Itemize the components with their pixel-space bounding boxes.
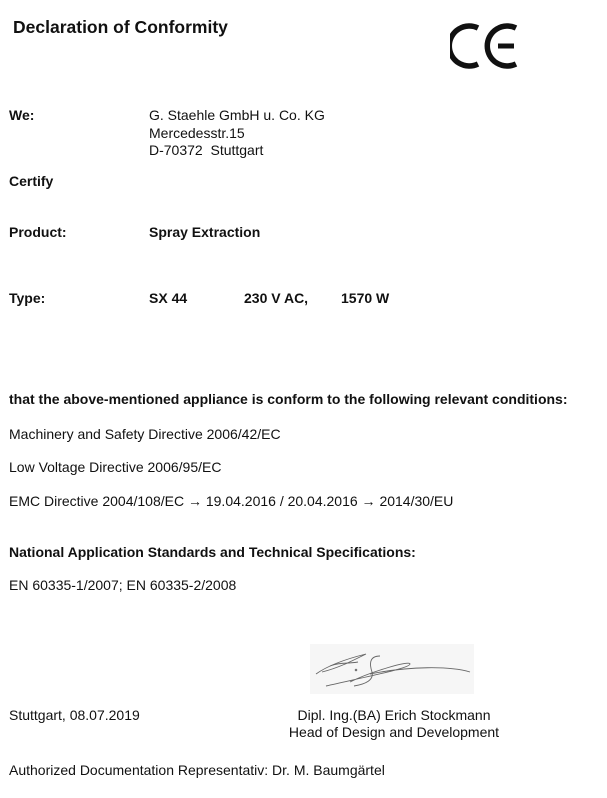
ce-mark-logo xyxy=(450,22,522,70)
product-value: Spray Extraction xyxy=(149,224,261,240)
authorized-representative: Authorized Documentation Representativ: Dr. M. Baumgärtel xyxy=(9,762,385,778)
type-voltage: 230 V AC, xyxy=(244,290,309,306)
signature-image xyxy=(310,644,474,694)
type-model: SX 44 xyxy=(149,290,188,306)
signatory-name: Dipl. Ing.(BA) Erich Stockmann xyxy=(297,707,491,723)
company-city: D-70372 Stuttgart xyxy=(149,142,264,158)
company-street: Mercedesstr.15 xyxy=(149,125,245,141)
certify-label: Certify xyxy=(9,173,54,189)
type-power: 1570 W xyxy=(341,290,390,306)
directive-item: EMC Directive 2004/108/EC → 19.04.2016 / 20.04.2016 → 2014/30/EU xyxy=(9,493,454,509)
company-name: G. Staehle GmbH u. Co. KG xyxy=(149,107,325,123)
signatory-role: Head of Design and Development xyxy=(288,724,500,740)
directive-item: Low Voltage Directive 2006/95/EC xyxy=(9,459,222,475)
standards-heading: National Application Standards and Technical Specifications: xyxy=(9,544,416,560)
place-date: Stuttgart, 08.07.2019 xyxy=(9,707,140,723)
type-label: Type: xyxy=(9,290,46,306)
standards-list: EN 60335-1/2007; EN 60335-2/2008 xyxy=(9,577,237,593)
conditions-heading: that the above-mentioned appliance is conform to the following relevant conditions: xyxy=(9,391,568,407)
page-title: Declaration of Conformity xyxy=(13,17,228,37)
product-label: Product: xyxy=(9,224,67,240)
we-label: We: xyxy=(9,107,35,123)
directive-item: Machinery and Safety Directive 2006/42/EC xyxy=(9,426,281,442)
